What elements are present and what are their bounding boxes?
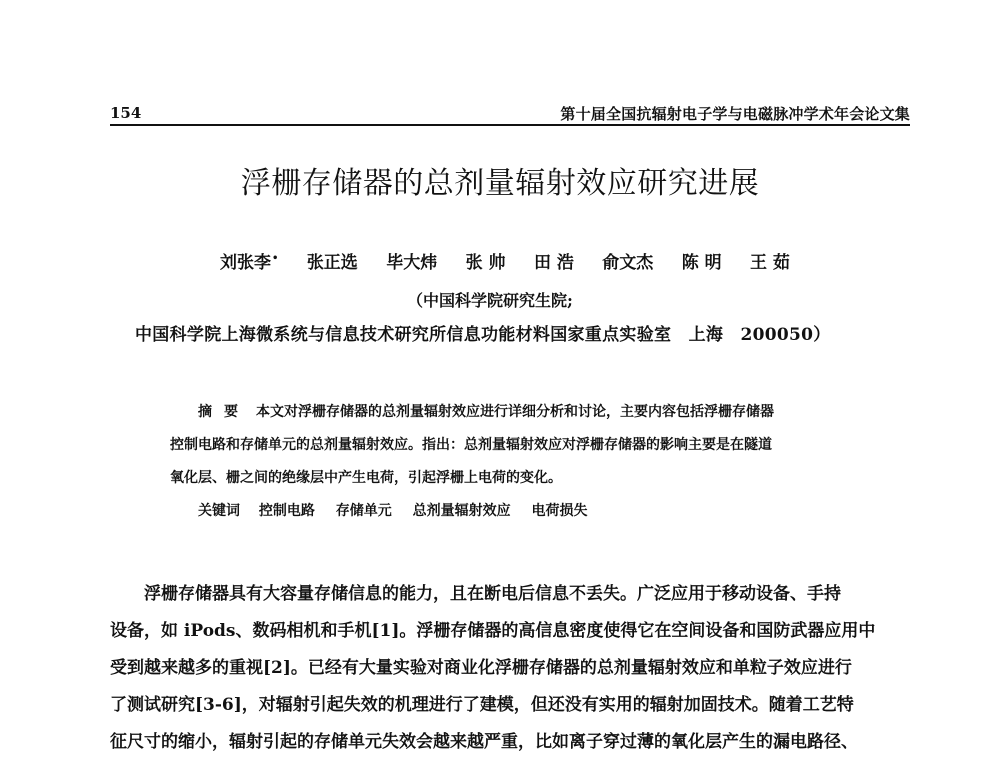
affiliation-line-2: 中国科学院上海微系统与信息技术研究所信息功能材料国家重点实验室 上海 200050）	[135, 325, 831, 345]
author: 张 帅	[465, 253, 506, 273]
author-list	[220, 248, 790, 273]
author: 刘张李•	[220, 253, 279, 273]
author: 王 茹	[750, 253, 790, 273]
author: 陈 明	[681, 253, 722, 273]
author: 张正选	[306, 253, 358, 273]
abstract-line: 氧化层、栅之间的绝缘层中产生电荷，引起浮栅上电荷的变化。	[170, 470, 562, 486]
body-line: 浮栅存储器具有大容量存储信息的能力，且在断电后信息不丢失。广泛应用于移动设备、手持	[144, 584, 841, 604]
body-line: 设备，如 iPods、数码相机和手机[1]。浮栅存储器的高信息密度使得它在空间设备和国防武器应用中	[110, 621, 876, 641]
body-paragraph	[110, 576, 910, 761]
first-author-mark: •	[272, 253, 279, 265]
body-line: 受到越来越多的重视[2]。已经有大量实验对商业化浮栅存储器的总剂量辐射效应和单粒子效应进行	[110, 658, 852, 678]
affiliation-line-1: （中国科学院研究生院;	[407, 291, 573, 310]
abstract-line: 控制电路和存储单元的总剂量辐射效应。指出：总剂量辐射效应对浮栅存储器的影响主要是在隧道	[170, 437, 772, 453]
abstract-label: 摘要	[198, 404, 250, 420]
running-header	[110, 100, 910, 126]
keyword: 控制电路	[258, 503, 315, 519]
author: 田 浩	[533, 253, 574, 273]
keyword: 总剂量辐射效应	[412, 503, 511, 519]
keywords-label: 关键词	[198, 503, 240, 519]
journal-title: 第十届全国抗辐射电子学与电磁脉冲学术年会论文集	[560, 105, 910, 123]
keywords	[170, 495, 870, 528]
keyword: 电荷损失	[531, 503, 588, 519]
author: 毕大炜	[386, 253, 438, 273]
body-line: 征尺寸的缩小，辐射引起的存储单元失效会越来越严重，比如离子穿过薄的氧化层产生的漏电路径、	[110, 732, 858, 752]
header-rule	[110, 124, 910, 126]
author: 俞文杰	[602, 253, 654, 273]
body-line: 了测试研究[3-6]，对辐射引起失效的机理进行了建模，但还没有实用的辐射加固技术。随着工艺特	[110, 695, 854, 715]
abstract	[170, 396, 870, 528]
paper-title: 浮栅存储器的总剂量辐射效应研究进展	[240, 166, 760, 201]
page-number: 154	[110, 104, 142, 122]
keyword: 存储单元	[335, 503, 392, 519]
abstract-line: 摘要 本文对浮栅存储器的总剂量辐射效应进行详细分析和讨论，主要内容包括浮栅存储器	[170, 396, 870, 429]
